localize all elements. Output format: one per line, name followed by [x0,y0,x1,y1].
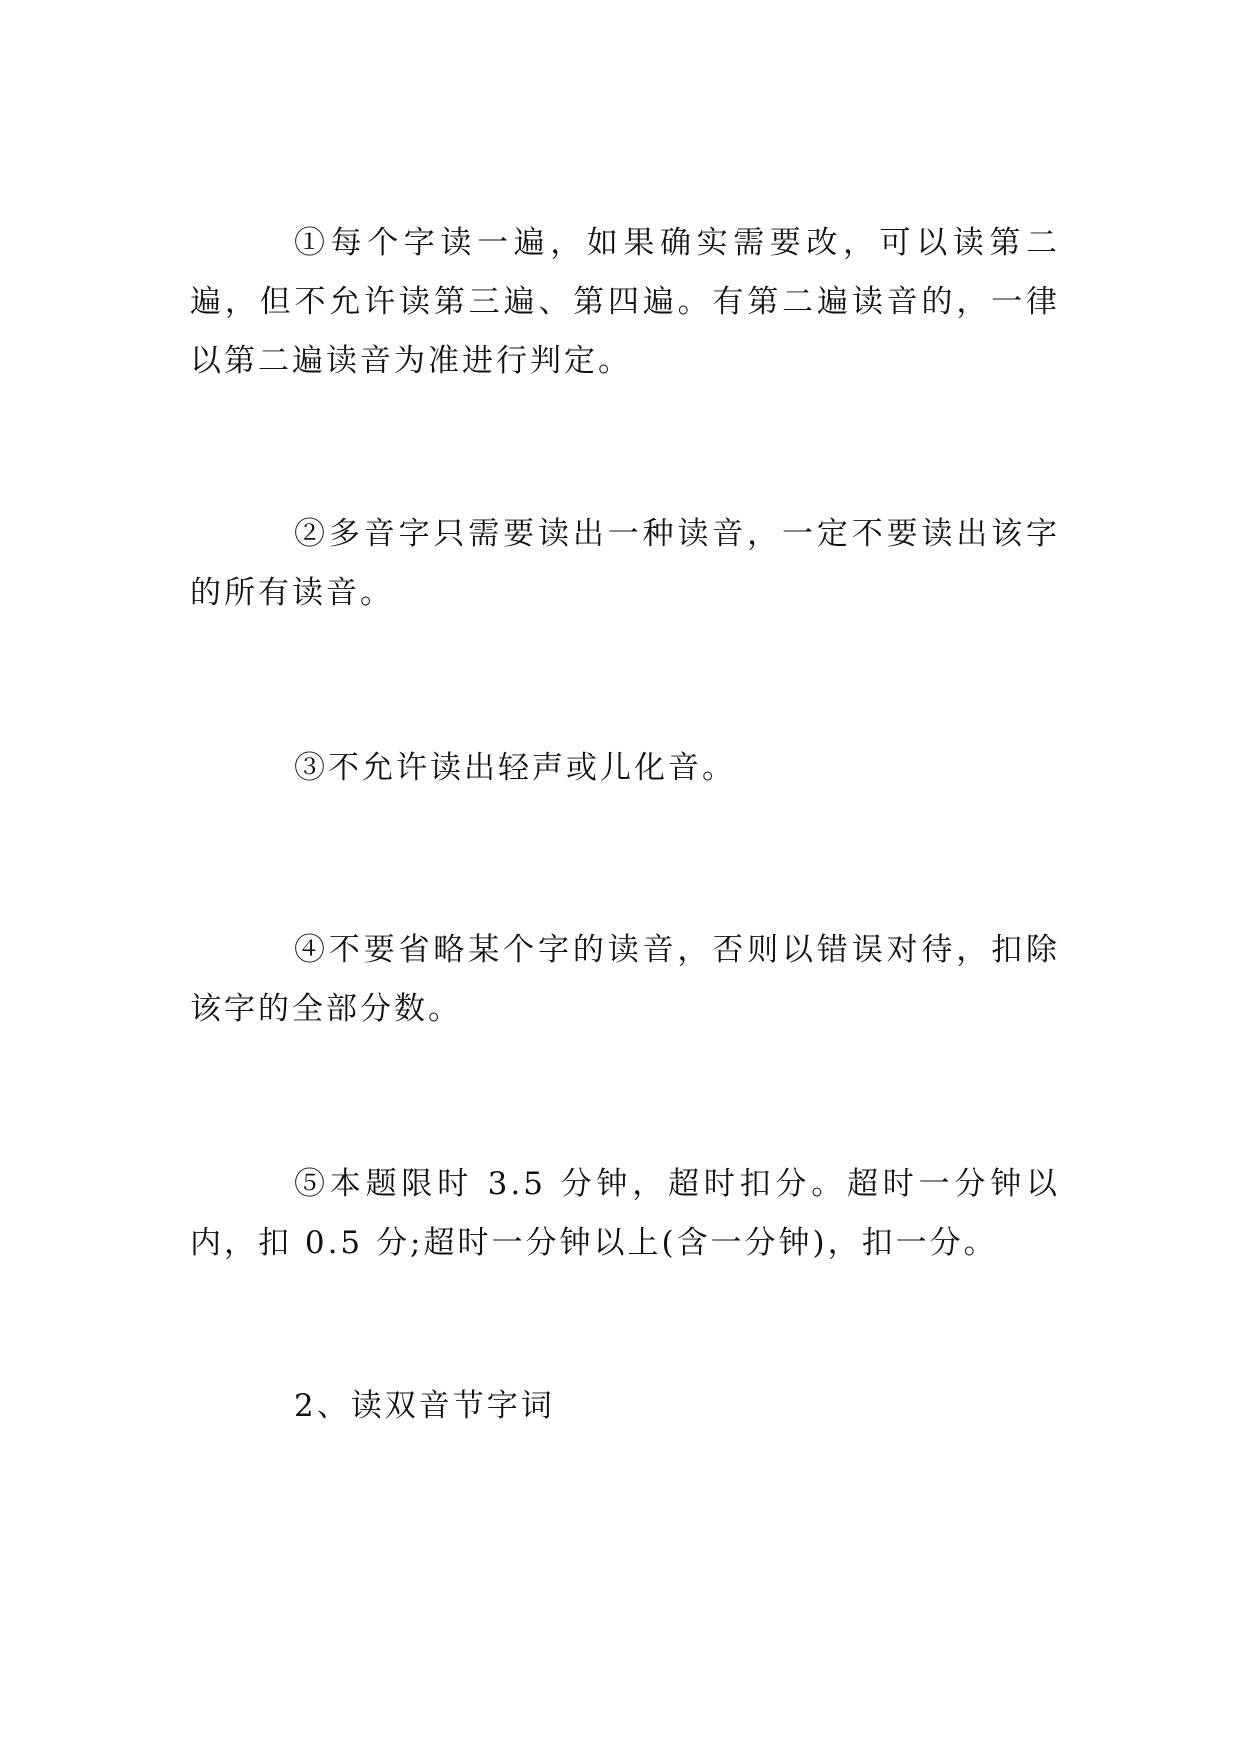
rule-paragraph-2: ②多音字只需要读出一种读音，一定不要读出该字的所有读音。 [190,516,1060,611]
section-heading: 2、读双音节字词 [294,1388,555,1424]
rule-paragraph-1: ①每个字读一遍，如果确实需要改，可以读第二遍，但不允许读第三遍、第四遍。有第二遍读音的，一律以第二遍读音为准进行判定。 [190,225,1060,379]
rule-paragraph-3: ③不允许读出轻声或儿化音。 [294,750,736,786]
rule-paragraph-4: ④不要省略某个字的读音，否则以错误对待，扣除该字的全部分数。 [190,932,1060,1027]
rule-paragraph-5: ⑤本题限时 3.5 分钟，超时扣分。超时一分钟以内，扣 0.5 分;超时一分钟以上(含一分钟)，扣一分。 [190,1166,1060,1261]
